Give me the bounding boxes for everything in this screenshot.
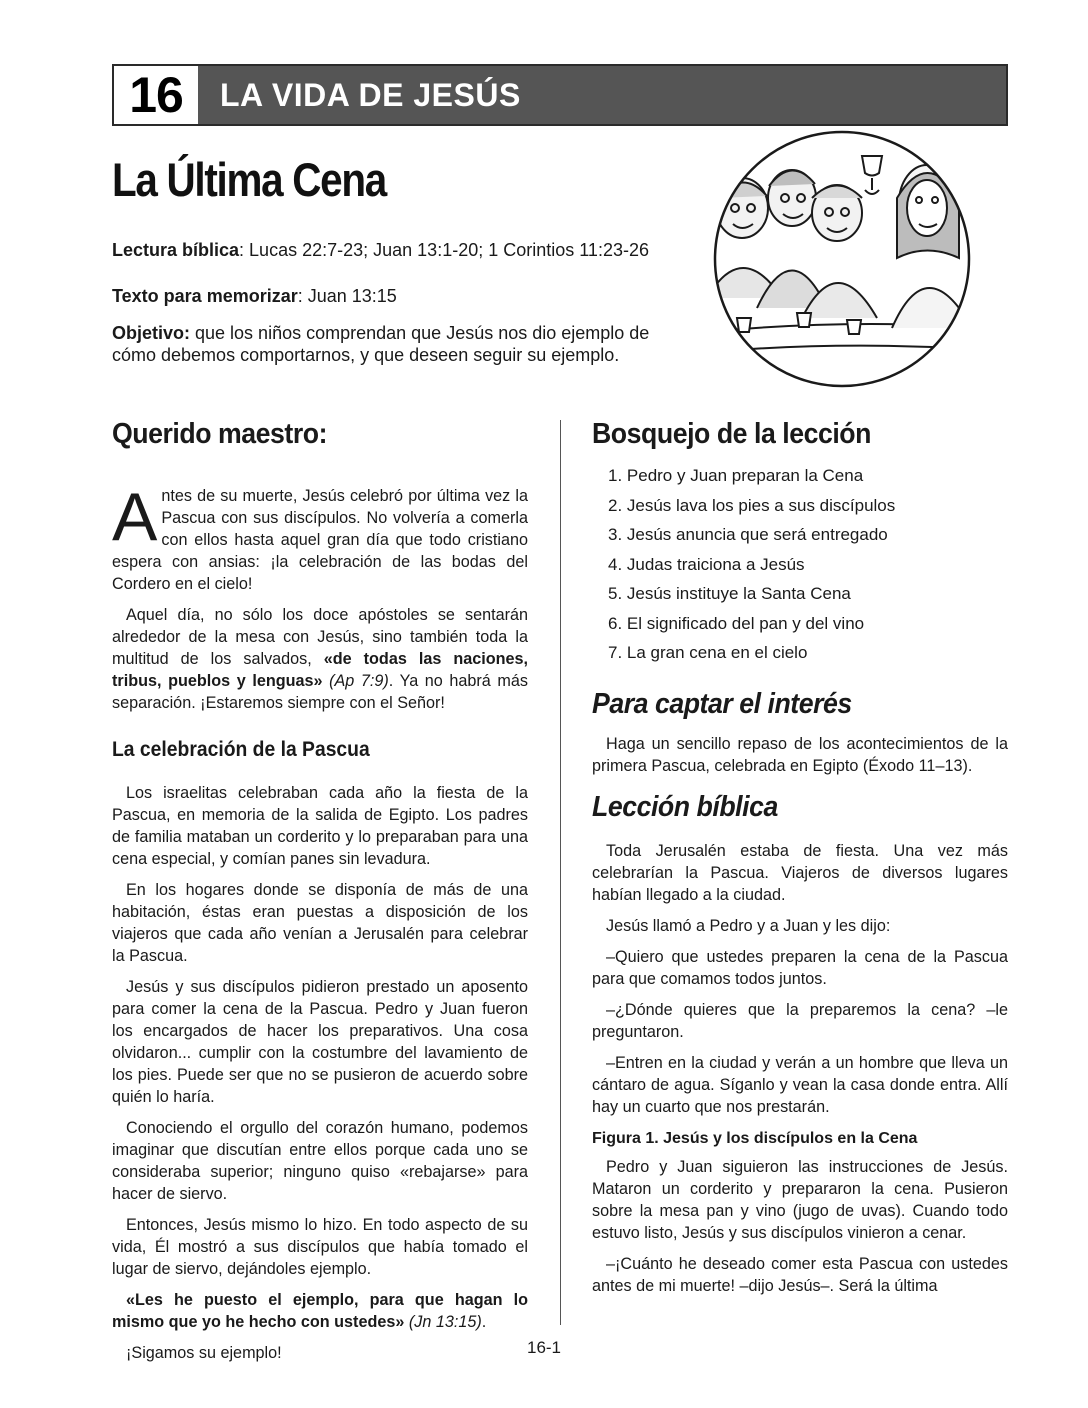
paragraph: En los hogares donde se disponía de más de una habitación, éstas eran puestas a disposición de los viajeros que cada año venían a Jerusalén para celebrar la Pascua. (112, 881, 528, 965)
closing-line: ¡Sigamos su ejemplo! (126, 1344, 282, 1362)
page-number: 16-1 (526, 1338, 562, 1357)
memory-verse (112, 286, 397, 307)
paragraph-text: Aquel día, no sólo los doce apóstoles se sentarán alrededor de la mesa con Jesús, sino también toda la multitud de los salvados, (112, 606, 528, 668)
outline-item: 7. La gran cena en el cielo (608, 643, 808, 662)
intro-paragraph (112, 479, 528, 595)
memory-verse-label: Texto para memorizar (112, 286, 298, 306)
interest-heading: Para captar el interés (592, 687, 852, 720)
paragraph: Jesús llamó a Pedro y a Juan y les dijo: (606, 916, 891, 935)
paragraph: Conociendo el orgullo del corazón humano, podemos imaginar que discutían entre ellos porque cada uno se consideraba superior; ninguno quiso «rebajarse» para hacer de siervo. (112, 1119, 528, 1203)
last-supper-illustration (697, 128, 987, 390)
paragraph: Entonces, Jesús mismo lo hizo. En todo aspecto de su vida, Él mostró a sus discípulos que había tomado el lugar de siervo, dejándoles ejemplo. (112, 1216, 528, 1278)
objective-label: Objetivo: (112, 323, 191, 343)
outline-item: 5. Jesús instituye la Santa Cena (608, 584, 851, 603)
series-title: LA VIDA DE JESÚS (220, 76, 521, 113)
paragraph: –Quiero que ustedes preparen la cena de la Pascua para que comamos todos juntos. (592, 947, 1008, 988)
bible-reading (112, 240, 649, 261)
outline-item: 3. Jesús anuncia que será entregado (608, 525, 888, 544)
passover-subheading: La celebración de la Pascua (112, 738, 370, 761)
outline-item: 2. Jesús lava los pies a sus discípulos (608, 495, 896, 515)
outline-heading: Bosquejo de la lección (592, 418, 871, 450)
bible-reading-label: Lectura bíblica (112, 240, 240, 260)
dear-teacher-heading: Querido maestro: (112, 418, 328, 450)
paragraph: Toda Jerusalén estaba de fiesta. Una vez más celebrarían la Pascua. Viajeros de diversos lugares habían llegado a la ciudad. (592, 841, 1008, 904)
memory-verse-value: : Juan 13:15 (297, 286, 397, 306)
objective (112, 322, 672, 366)
paragraph: –¿Dónde quieres que la preparemos la cena? –le preguntaron. (592, 1000, 1008, 1041)
lesson-banner (112, 64, 1008, 126)
objective-value: que los niños comprendan que Jesús nos dio ejemplo de cómo debemos comportarnos, y que deseen seguir su ejemplo. (112, 323, 650, 365)
lesson-outline (592, 461, 1008, 668)
bible-lesson-heading: Lección bíblica (592, 790, 778, 823)
lesson-title: La Última Cena (112, 153, 386, 206)
paragraph: Pedro y Juan siguieron las instrucciones de Jesús. Mataron un corderito y prepararon la cena. Pusieron sobre la mesa pan y vino (jugo de uvas). Cuando todo estuvo listo, Jesús y sus discípulos vinieron a cenar. (592, 1157, 1008, 1242)
column-divider (560, 420, 561, 1325)
paragraph (112, 604, 528, 714)
outline-item: 1. Pedro y Juan preparan la Cena (608, 466, 864, 485)
outline-item: 4. Judas traiciona a Jesús (608, 554, 805, 574)
paragraph: Jesús y sus discípulos pidieron prestado un aposento para comer la cena de la Pascua. Pedro y Juan fueron los encargados de hacer los preparativos. Una cosa olvidaron... cumplir con la costumbre del lavamiento de los pies. Puede ser que no se pusieron de acuerdo sobre quién lo haría. (112, 978, 528, 1106)
scripture-reference: (Ap 7:9) (322, 672, 389, 690)
intro-text: ntes de su muerte, Jesús celebró por última vez la Pascua con sus discípulos. No volvería a comerla con ellos hasta aquel gran día que todo cristiano espera con ansias: ¡la celebración de las bodas del Cordero en el cielo! (112, 487, 528, 593)
paragraph: –Entren en la ciudad y verán a un hombre que lleva un cántaro de agua. Síganlo y vean la casa donde entra. Allí hay un cuarto que nos prestarán. (592, 1053, 1008, 1116)
drop-cap: A (112, 479, 158, 555)
lesson-number: 16 (114, 66, 198, 124)
scripture-reference: (Jn 13:15) (404, 1313, 482, 1331)
figure-caption: Figura 1. Jesús y los discípulos en la Cena (592, 1129, 918, 1147)
right-column (592, 418, 1008, 1297)
outline-item: 6. El significado del pan y del vino (608, 613, 865, 633)
paragraph: Haga un sencillo repaso de los acontecimientos de la primera Pascua, celebrada en Egipto (Éxodo 11–13). (592, 734, 1008, 775)
paragraph-text: . Ya no habrá más separación. ¡Estaremos siempre con el Señor! (112, 672, 528, 712)
memory-verse-quote (112, 1289, 528, 1333)
paragraph: –¡Cuánto he deseado comer esta Pascua con ustedes antes de mi muerte! –dijo Jesús–. Será la última (592, 1254, 1008, 1295)
left-column (112, 418, 528, 1364)
paragraph: Los israelitas celebraban cada año la fiesta de la Pascua, en memoria de la salida de Egipto. Los padres de familia mataban un corderito y lo preparaban para una cena especial, y comían panes sin levadura. (112, 784, 528, 868)
bible-reading-value: : Lucas 22:7-23; Juan 13:1-20; 1 Corintios 11:23-26 (239, 240, 649, 260)
scripture-quote: «Les he puesto el ejemplo, para que hagan lo mismo que yo he hecho con ustedes» (112, 1291, 528, 1331)
paragraph-text: . (481, 1313, 487, 1331)
scripture-quote: «de todas las naciones, tribus, pueblos y lenguas» (112, 650, 528, 690)
